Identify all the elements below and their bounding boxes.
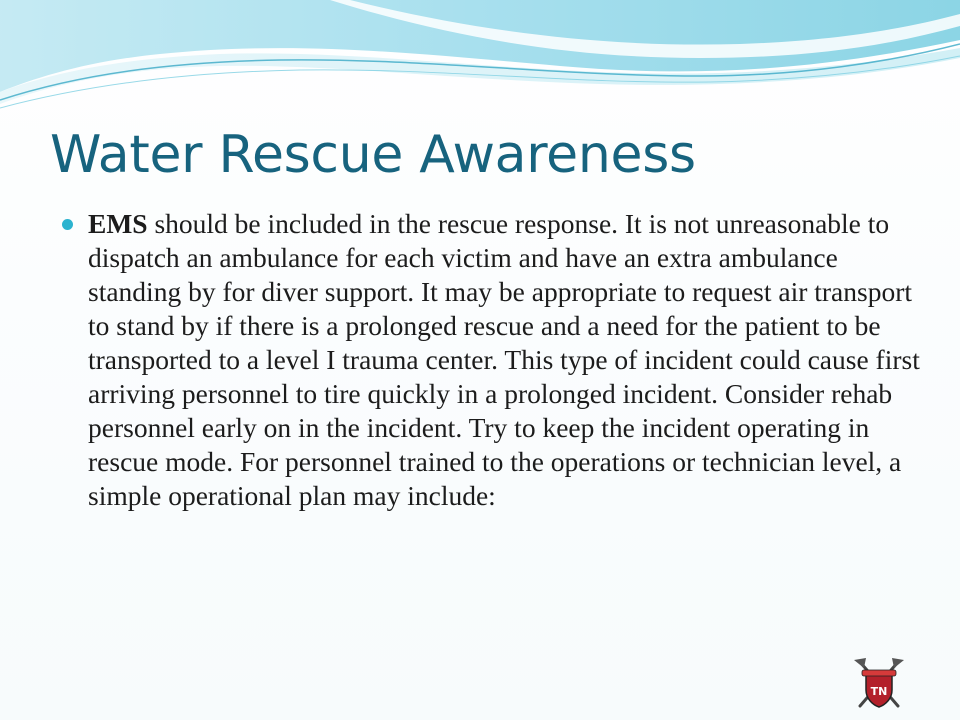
bullet-body: should be included in the rescue response. It is not unreasonable to dispatch an ambulance for each victim and have an extra ambulance standing by for diver support. It may be appropriate to request air transport to stand by if there is a prolonged rescue and a need for the patient to be transported to a level I trauma center. This type of incident could cause first arriving personnel to tire quickly in a prolonged incident. Consider rehab personnel early on in the incident. Try to keep the incident operating in rescue mode. For personnel trained to the operations or technician level, a simple operational plan may include: [88, 208, 920, 511]
wave-header-decoration [0, 0, 960, 115]
bullet-dot-icon [62, 219, 73, 230]
bullet-text [88, 208, 920, 511]
bullet-lead: EMS [88, 208, 148, 239]
bullet-list [60, 207, 920, 513]
slide-title: Water Rescue Awareness [50, 125, 696, 185]
logo-label: TN [870, 685, 888, 698]
bullet-item [60, 207, 920, 513]
fire-department-emblem-icon [848, 656, 910, 714]
